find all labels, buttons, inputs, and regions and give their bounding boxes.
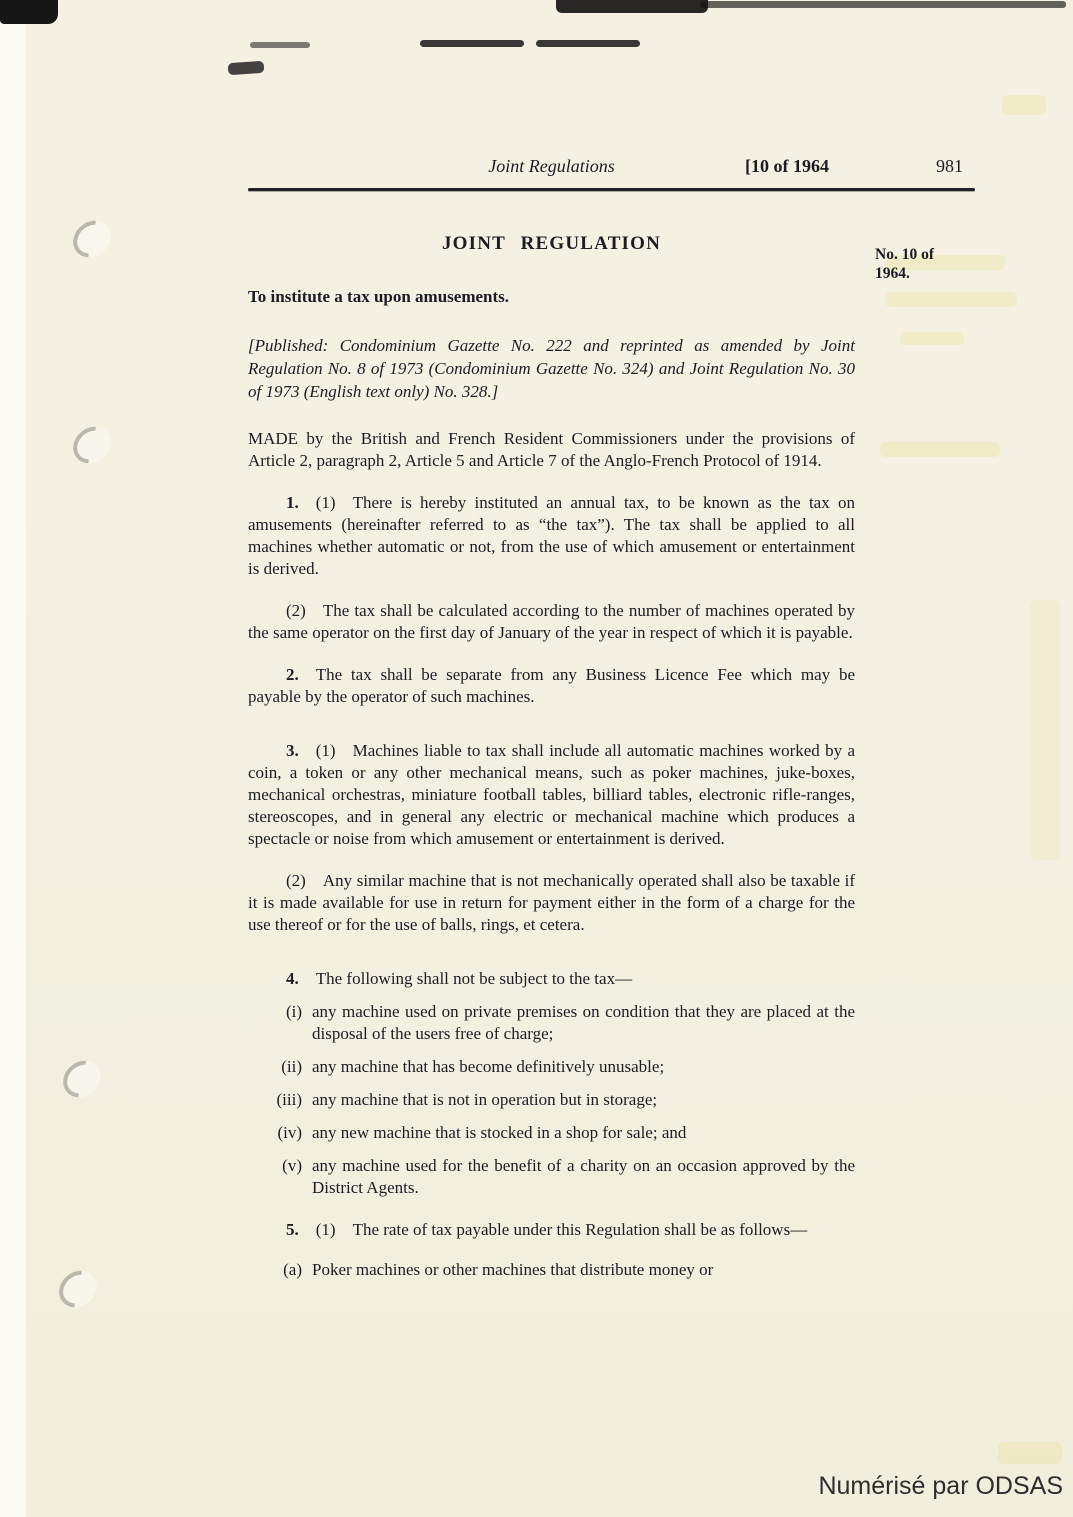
item-label: (iv) (277, 1123, 302, 1142)
exemption-item-v (248, 1155, 855, 1199)
preamble-paragraph: MADE by the British and French Resident Commissioners under the provisions of Article 2, paragraph 2, Article 5 and Article 7 of the Anglo-French Protocol of 1914. (248, 429, 855, 470)
punch-hole (66, 419, 118, 471)
citation: [10 of 1964 (745, 156, 829, 176)
item-label: (ii) (281, 1057, 302, 1076)
scan-watermark: Numérisé par ODSAS (818, 1472, 1063, 1500)
page-header (248, 156, 975, 182)
margin-note (875, 245, 975, 283)
subsection-number: (2) (286, 601, 306, 620)
punch-hole (52, 1263, 104, 1315)
highlight-smudge (1030, 600, 1060, 860)
document-body (248, 232, 855, 1281)
section-number: 2. (286, 665, 299, 684)
rate-item-a (248, 1259, 855, 1281)
section-number: 5. (286, 1220, 299, 1239)
exemption-item-ii (248, 1056, 855, 1078)
exemption-item-iii (248, 1089, 855, 1111)
section-text: There is hereby instituted an annual tax, to be known as the tax on amusements (hereinafter referred to as “the tax”). The tax shall be applied to all machines whether automatic or not, from the use of which amusement or entertainment is derived. (248, 493, 855, 578)
item-text: any machine that is not in operation but in storage; (312, 1090, 658, 1109)
item-label: (a) (283, 1260, 302, 1279)
subsection-number: (2) (286, 871, 306, 890)
section-1-paragraph (248, 492, 855, 580)
scan-artifact (228, 61, 265, 75)
subsection-number: (1) (315, 1220, 336, 1239)
item-label: (iii) (276, 1090, 302, 1109)
section-text: The tax shall be calculated according to the number of machines operated by the same operator on the first day of January of the year in respect of which it is payable. (248, 601, 855, 642)
subsection-number: (1) (315, 493, 336, 512)
scan-artifact (420, 40, 524, 47)
section-text: Any similar machine that is not mechanically operated shall also be taxable if it is made available for use in return for payment either in the form of a charge for the use thereof or for the use of balls, rings, et cetera. (248, 871, 855, 934)
highlight-smudge (900, 332, 964, 345)
highlight-smudge (1002, 95, 1046, 115)
document-subtitle: To institute a tax upon amusements. (248, 287, 510, 306)
punch-hole (66, 213, 118, 265)
section-3-subparagraph-2 (248, 870, 855, 936)
punch-hole (56, 1053, 108, 1105)
header-rule (248, 188, 975, 191)
scan-artifact (700, 1, 1066, 8)
page-number: 981 (936, 156, 963, 176)
scan-artifact (556, 0, 708, 13)
highlight-smudge (880, 442, 1000, 457)
item-label: (v) (282, 1156, 302, 1175)
highlight-smudge (998, 1442, 1062, 1464)
scan-artifact (250, 42, 310, 48)
item-text: any machine used on private premises on condition that they are placed at the disposal of the users free of charge; (312, 1002, 855, 1043)
subsection-number: (1) (315, 741, 336, 760)
section-number: 3. (286, 741, 299, 760)
item-text: any machine that has become definitively unusable; (312, 1057, 665, 1076)
section-text: The tax shall be separate from any Business Licence Fee which may be payable by the operator of such machines. (248, 665, 855, 706)
section-4-paragraph (248, 968, 855, 990)
margin-note-line: 1964. (875, 265, 910, 282)
scan-artifact (0, 0, 58, 24)
highlight-smudge (885, 292, 1017, 307)
exemption-item-i (248, 1001, 855, 1045)
margin-note-line: No. 10 of (875, 246, 934, 263)
section-5-paragraph (248, 1219, 855, 1241)
section-3-paragraph (248, 740, 855, 850)
section-text: The following shall not be subject to the tax— (315, 969, 633, 988)
published-note: [Published: Condominium Gazette No. 222 and reprinted as amended by Joint Regulation No. 8 of 1973 (Condominium Gazette No. 324) and Joint Regulation No. 30 of 1973 (English text only) No. 328.] (248, 336, 855, 401)
section-text: The rate of tax payable under this Regulation shall be as follows— (352, 1220, 808, 1239)
scan-edge-strip (0, 0, 26, 1517)
document-title: JOINT REGULATION (441, 233, 662, 254)
section-text: Machines liable to tax shall include all automatic machines worked by a coin, a token or any other mechanical means, such as poker machines, juke-boxes, mechanical orchestras, miniature football tables, billiard tables, electronic rifle-ranges, stereoscopes, and in general any electric or mechanical machine which produces a spectacle or noise from which amusement or entertainment is derived. (248, 741, 855, 848)
exemption-item-iv (248, 1122, 855, 1144)
item-text: Poker machines or other machines that distribute money or (312, 1260, 714, 1279)
section-number: 1. (286, 493, 299, 512)
item-text: any machine used for the benefit of a charity on an occasion approved by the District Agents. (312, 1156, 855, 1197)
section-number: 4. (286, 969, 299, 988)
running-title: Joint Regulations (488, 156, 615, 176)
section-2-paragraph (248, 664, 855, 708)
section-1-subparagraph-2 (248, 600, 855, 644)
item-label: (i) (285, 1002, 302, 1021)
item-text: any new machine that is stocked in a shop for sale; and (312, 1123, 687, 1142)
scan-artifact (536, 40, 640, 47)
